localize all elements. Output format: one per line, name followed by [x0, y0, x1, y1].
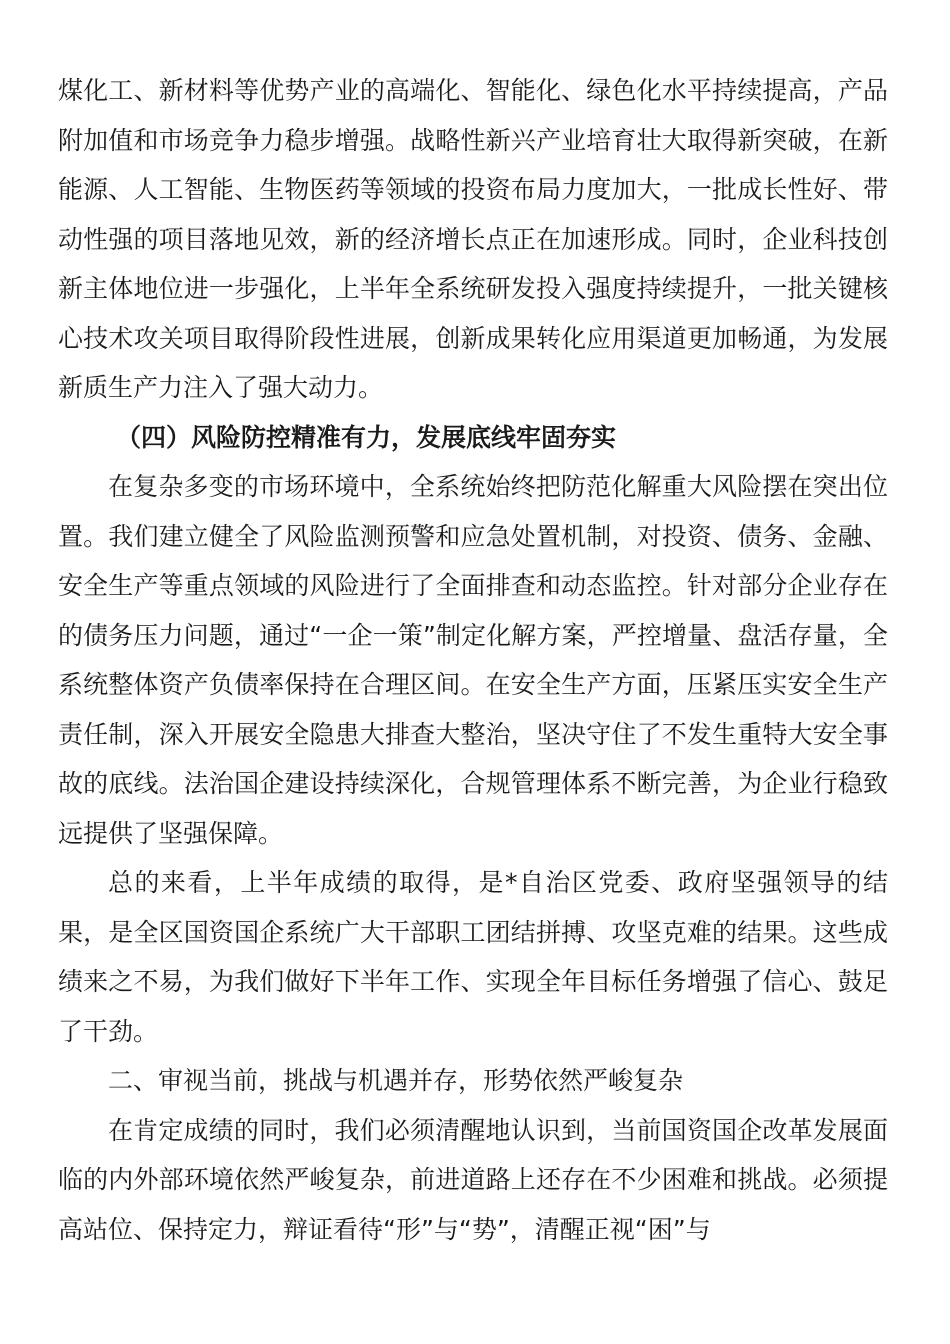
paragraph-risk-control: 在复杂多变的市场环境中，全系统始终把防范化解重大风险摆在突出位置。我们建立健全了风险监测预警和应急处置机制，对投资、债务、金融、安全生产等重点领域的风险进行了全面排查和动态监控。针对部分企业存在的债务压力问题，通过“一企一策”制定化解方案，严控增量、盘活存量，全系统整体资产负债率保持在合理区间。在安全生产方面，压紧压实安全生产责任制，深入开展安全隐患大排查大整治，坚决守住了不发生重特大安全事故的底线。法治国企建设持续深化，合规管理体系不断完善，为企业行稳致远提供了坚强保障。	[58, 472, 888, 848]
paragraph-industry-upgrade: 煤化工、新材料等优势产业的高端化、智能化、绿色化水平持续提高，产品附加值和市场竞争力稳步增强。战略性新兴产业培育壮大取得新突破，在新能源、人工智能、生物医药等领域的投资布局力度加大，一批成长性好、带动性强的项目落地见效，新的经济增长点正在加速形成。同时，企业科技创新主体地位进一步强化，上半年全系统研发投入强度持续提升，一批关键核心技术攻关项目取得阶段性进展，创新成果转化应用渠道更加畅通，为发展新质生产力注入了强大动力。	[58, 76, 888, 402]
section-heading-challenges: 二、审视当前，挑战与机遇并存，形势依然严峻复杂	[108, 1066, 684, 1095]
paragraph-summary: 总的来看，上半年成绩的取得，是*自治区党委、政府坚强领导的结果，是全区国资国企系统广大干部职工团结拼搏、攻坚克难的结果。这些成绩来之不易，为我们做好下半年工作、实现全年目标任务增强了信心、鼓足了干劲。	[58, 868, 888, 1046]
paragraph-challenges: 在肯定成绩的同时，我们必须清醒地认识到，当前国资国企改革发展面临的内外部环境依然严峻复杂，前进道路上还存在不少困难和挑战。必须提高站位、保持定力，辩证看待“形”与“势”，清醒正视“困”与	[58, 1115, 888, 1244]
section-heading-risk-control: （四）风险防控精准有力，发展底线牢固夯实	[116, 422, 617, 452]
document-body	[58, 66, 888, 1254]
